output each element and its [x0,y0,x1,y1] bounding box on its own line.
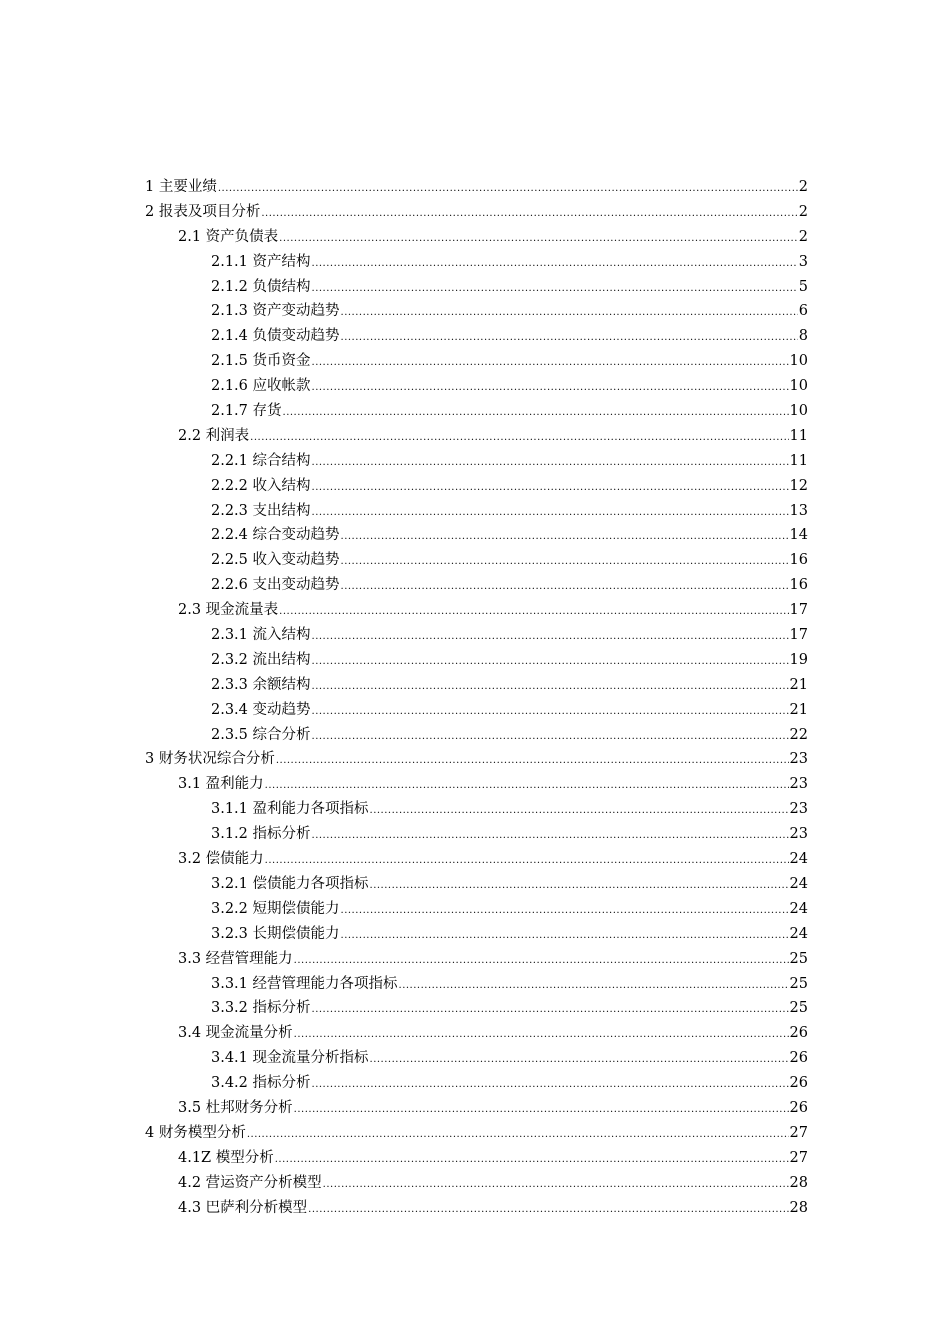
toc-dot-leader [312,476,789,501]
toc-entry-title: 4 财务模型分析 [145,1124,246,1141]
toc-dot-leader [312,351,789,376]
toc-entry-page-number: 24 [789,900,808,917]
toc-entry-title: 2.2 利润表 [178,427,250,444]
toc-dot-leader [294,949,789,974]
toc-entry-page-number: 11 [789,452,808,469]
toc-entry-title: 2.1.3 资产变动趋势 [211,303,340,320]
toc-entry-page-number: 23 [789,826,808,843]
toc-entry[interactable] [145,474,808,499]
toc-dot-leader [399,974,789,999]
toc-dot-leader [341,899,789,924]
toc-entry-title: 4.3 巴萨利分析模型 [178,1199,308,1216]
toc-entry-title: 2.3.3 余额结构 [211,676,311,693]
toc-entry-title: 3.1.2 指标分析 [211,826,311,843]
toc-entry[interactable] [145,747,808,772]
toc-entry[interactable] [145,947,808,972]
toc-entry-page-number: 8 [798,328,808,345]
toc-entry-title: 2.3.1 流入结构 [211,627,311,644]
toc-entry-page-number: 23 [789,801,808,818]
toc-entry-title: 3 财务状况综合分析 [145,751,275,768]
toc-dot-leader [308,1198,788,1223]
toc-entry[interactable] [145,872,808,897]
toc-entry-title: 3.1.1 盈利能力各项指标 [211,801,369,818]
toc-entry[interactable] [145,424,808,449]
toc-dot-leader [279,227,798,252]
toc-entry-page-number: 26 [789,1075,808,1092]
toc-dot-leader [341,326,798,351]
toc-dot-leader [341,301,798,326]
toc-entry[interactable] [145,573,808,598]
toc-entry-page-number: 2 [798,203,808,220]
toc-entry-title: 3.5 杜邦财务分析 [178,1099,293,1116]
toc-entry-page-number: 21 [789,701,808,718]
toc-entry-page-number: 24 [789,925,808,942]
toc-entry[interactable] [145,374,808,399]
toc-entry-title: 3.1 盈利能力 [178,776,264,793]
toc-entry[interactable] [145,1071,808,1096]
toc-entry-page-number: 16 [789,552,808,569]
toc-entry[interactable] [145,1146,808,1171]
toc-entry-page-number: 13 [789,502,808,519]
toc-entry-title: 2.2.3 支出结构 [211,502,311,519]
toc-entry-title: 2.1.6 应收帐款 [211,378,311,395]
toc-entry[interactable] [145,1046,808,1071]
toc-entry[interactable] [145,548,808,573]
toc-dot-leader [294,1098,789,1123]
toc-entry[interactable] [145,449,808,474]
toc-entry[interactable] [145,897,808,922]
toc-entry[interactable] [145,225,808,250]
toc-entry-title: 4.1Z 模型分析 [178,1149,274,1166]
toc-dot-leader [312,277,798,302]
toc-entry[interactable] [145,1021,808,1046]
toc-entry-title: 3.3.1 经营管理能力各项指标 [211,975,398,992]
toc-entry-title: 2.3.2 流出结构 [211,651,311,668]
toc-entry-page-number: 28 [789,1174,808,1191]
toc-dot-leader [341,575,789,600]
toc-entry[interactable] [145,275,808,300]
toc-entry-page-number: 2 [798,228,808,245]
toc-entry[interactable] [145,797,808,822]
toc-entry-title: 2.1.7 存货 [211,403,282,420]
toc-entry-page-number: 25 [789,1000,808,1017]
toc-entry-page-number: 26 [789,1025,808,1042]
toc-dot-leader [265,849,789,874]
toc-dot-leader [218,177,798,202]
toc-entry-title: 2.1.2 负债结构 [211,278,311,295]
toc-entry[interactable] [145,648,808,673]
toc-entry-page-number: 17 [789,602,808,619]
toc-dot-leader [312,675,789,700]
toc-entry-page-number: 21 [789,676,808,693]
toc-dot-leader [294,1023,789,1048]
toc-entry-page-number: 14 [789,527,808,544]
toc-entry-title: 3.3.2 指标分析 [211,1000,311,1017]
toc-entry-page-number: 22 [789,726,808,743]
toc-entry[interactable] [145,399,808,424]
toc-dot-leader [312,252,798,277]
toc-entry[interactable] [145,698,808,723]
toc-entry-page-number: 23 [789,776,808,793]
toc-entry-title: 2.1.1 资产结构 [211,253,311,270]
toc-entry[interactable] [145,623,808,648]
toc-entry[interactable] [145,673,808,698]
toc-entry-page-number: 16 [789,577,808,594]
toc-entry-title: 2.2.4 综合变动趋势 [211,527,340,544]
toc-dot-leader [312,1073,789,1098]
toc-entry-page-number: 10 [789,353,808,370]
toc-dot-leader [312,700,789,725]
toc-dot-leader [312,998,789,1023]
toc-entry-page-number: 19 [789,651,808,668]
toc-entry-title: 2 报表及项目分析 [145,203,261,220]
toc-entry-title: 3.4.1 现金流量分析指标 [211,1050,369,1067]
toc-entry-page-number: 3 [798,253,808,270]
toc-entry[interactable] [145,499,808,524]
toc-entry[interactable] [145,822,808,847]
toc-dot-leader [283,401,789,426]
toc-dot-leader [323,1173,789,1198]
toc-entry-title: 3.2.2 短期偿债能力 [211,900,340,917]
toc-entry-page-number: 25 [789,950,808,967]
toc-entry-page-number: 28 [789,1199,808,1216]
toc-entry-page-number: 26 [789,1099,808,1116]
toc-entry-page-number: 24 [789,851,808,868]
toc-entry-page-number: 26 [789,1050,808,1067]
toc-dot-leader [247,1123,789,1148]
toc-entry-page-number: 12 [789,477,808,494]
toc-entry-page-number: 17 [789,627,808,644]
toc-entry[interactable] [145,772,808,797]
toc-entry-title: 2.3 现金流量表 [178,602,279,619]
toc-entry-title: 2.3.5 综合分析 [211,726,311,743]
toc-entry-page-number: 11 [789,427,808,444]
toc-dot-leader [312,725,789,750]
toc-entry[interactable] [145,200,808,225]
toc-dot-leader [312,650,789,675]
toc-entry-title: 2.2.5 收入变动趋势 [211,552,340,569]
toc-entry[interactable] [145,1121,808,1146]
toc-dot-leader [370,799,789,824]
toc-dot-leader [370,874,789,899]
toc-entry-title: 3.4 现金流量分析 [178,1025,293,1042]
toc-entry-page-number: 27 [789,1149,808,1166]
toc-entry-page-number: 27 [789,1124,808,1141]
toc-entry[interactable] [145,523,808,548]
toc-dot-leader [250,426,788,451]
toc-entry-page-number: 6 [798,303,808,320]
toc-dot-leader [275,1148,789,1173]
toc-entry-title: 2.1 资产负债表 [178,228,279,245]
toc-dot-leader [261,202,797,227]
toc-entry[interactable] [145,324,808,349]
toc-entry[interactable] [145,1171,808,1196]
toc-entry-page-number: 25 [789,975,808,992]
toc-dot-leader [312,501,789,526]
toc-entry-page-number: 24 [789,875,808,892]
toc-entry-title: 2.1.5 货币资金 [211,353,311,370]
toc-entry-title: 3.2.1 偿债能力各项指标 [211,875,369,892]
toc-entry[interactable] [145,250,808,275]
toc-entry[interactable] [145,299,808,324]
toc-entry-title: 2.1.4 负债变动趋势 [211,328,340,345]
toc-entry-title: 3.4.2 指标分析 [211,1075,311,1092]
toc-entry[interactable] [145,922,808,947]
toc-entry[interactable] [145,1196,808,1221]
toc-entry-title: 2.2.2 收入结构 [211,477,311,494]
toc-entry-page-number: 5 [798,278,808,295]
table-of-contents [145,175,808,1220]
toc-dot-leader [370,1048,789,1073]
toc-dot-leader [312,824,789,849]
toc-dot-leader [279,600,788,625]
toc-entry[interactable] [145,996,808,1021]
toc-entry[interactable] [145,723,808,748]
toc-dot-leader [312,451,789,476]
toc-entry-page-number: 23 [789,751,808,768]
toc-dot-leader [341,924,789,949]
toc-entry-title: 3.3 经营管理能力 [178,950,293,967]
toc-entry-page-number: 2 [798,179,808,195]
toc-dot-leader [312,625,789,650]
toc-entry[interactable] [145,598,808,623]
toc-entry-title: 2.2.1 综合结构 [211,452,311,469]
toc-entry[interactable] [145,972,808,997]
toc-entry-page-number: 10 [789,378,808,395]
toc-entry-title: 2.2.6 支出变动趋势 [211,577,340,594]
toc-entry[interactable] [145,175,808,200]
toc-dot-leader [265,774,789,799]
toc-dot-leader [341,550,789,575]
toc-entry-title: 3.2 偿债能力 [178,851,264,868]
toc-entry-title: 2.3.4 变动趋势 [211,701,311,718]
toc-dot-leader [312,376,789,401]
toc-dot-leader [341,525,789,550]
toc-entry-title: 4.2 营运资产分析模型 [178,1174,322,1191]
toc-entry[interactable] [145,847,808,872]
toc-entry-title: 1 主要业绩 [145,179,217,195]
toc-dot-leader [276,749,789,774]
toc-entry-page-number: 10 [789,403,808,420]
toc-entry[interactable] [145,349,808,374]
toc-entry-title: 3.2.3 长期偿债能力 [211,925,340,942]
toc-entry[interactable] [145,1096,808,1121]
